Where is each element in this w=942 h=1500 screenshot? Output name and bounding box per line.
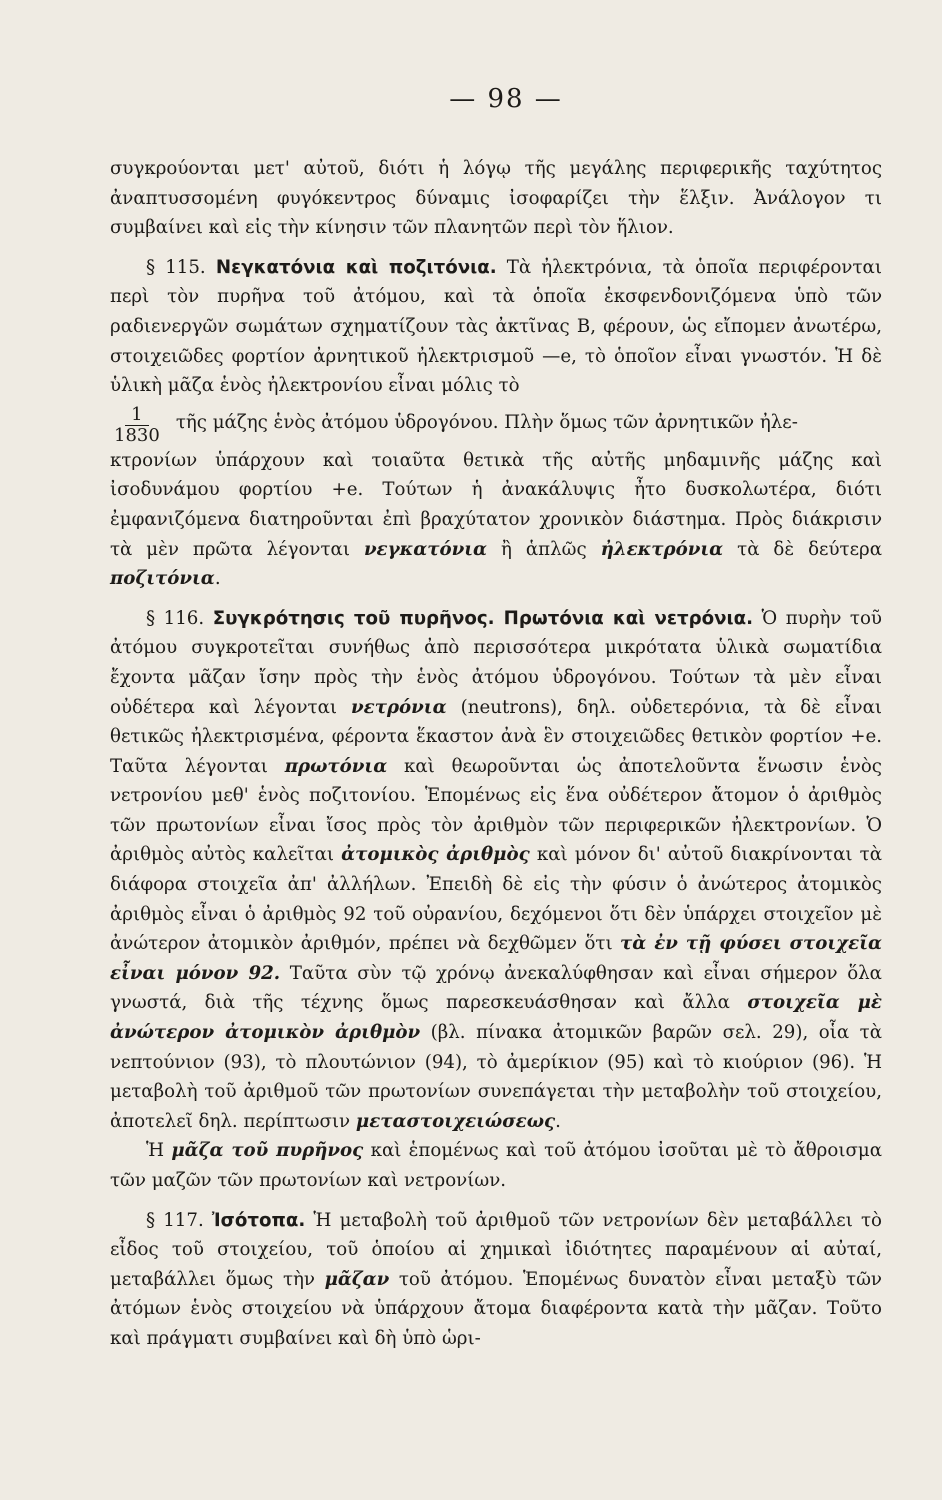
term-netronia: νετρόνια <box>351 696 447 718</box>
section-116-text-a: Ὁ πυρὴν τοῦ ἀτόμου συγκροτεῖται συνήθως ἀπὸ περισσότερα μικρότατα ὑλικὰ σωματίδια ἔχοντα μᾶζαν ἴσην πρὸς τὴν ἑνὸς ἀτόμου ὑδρογόνου. Τούτων τὰ μὲν εἶναι οὐδέτερα καὶ λέγονται <box>110 607 882 718</box>
fraction <box>110 405 164 446</box>
term-negatonia: νεγκατόνια <box>363 538 488 560</box>
section-116-text-h: καὶ ἑπομένως καὶ τοῦ ἀτόμου ἰσοῦται μὲ τὸ ἄθροισμα τῶν μαζῶν τῶν πρωτονίων καὶ νετρονίων. <box>110 1140 882 1191</box>
section-115-text-e: τὰ δὲ δεύτερα <box>737 538 882 560</box>
section-117-text-b: τοῦ ἀτόμου. Ἑπομένως δυνατὸν εἶναι μεταξὺ τῶν ἀτόμων ἑνὸς στοιχείου νὰ ὑπάρχουν ἄτομα διαφέροντα κατὰ τὴν μᾶζαν. Τοῦτο καὶ πράγματι συμβαίνει καὶ δὴ ὑπὸ ὡρι- <box>110 1268 882 1349</box>
section-115-number: § 115. <box>146 256 206 278</box>
term-electronia: ἠλεκτρόνια <box>600 538 724 560</box>
term-92-elements: τὰ ἐν τῇ φύσει στοιχεῖα εἶναι μόνον 92. <box>110 933 882 984</box>
page-number: — 98 — <box>449 84 563 114</box>
section-115 <box>110 253 882 401</box>
term-higher-atomic-number: στοιχεῖα μὲ ἀνώτερον ἀτομικὸν ἀριθμὸν <box>110 992 882 1044</box>
section-117 <box>110 1206 882 1354</box>
fraction-denominator: 1830 <box>114 424 160 446</box>
section-116-text-c: καὶ θεωροῦνται ὡς ἀποτελοῦντα ἕνωσιν ἑνὸς νετρονίου μεθ' ἑνὸς ποζιτονίου. Ἑπομένως εἰς ἕνα οὐδέτερον ἄτομον ὁ ἀριθμὸς τῶν πρωτονίων εἶναι ἴσος πρὸς τὸν ἀριθμὸν τῶν περιφερικῶν ἠλεκτρονίων. Ὁ ἀριθμὸς αὐτὸς καλεῖται <box>110 755 882 866</box>
section-116 <box>110 604 882 1137</box>
fraction-numerator: 1 <box>125 405 148 426</box>
section-115-title: Νεγκατόνια καὶ ποζιτόνια. <box>215 256 497 278</box>
section-115-text-c: κτρονίων ὑπάρχουν καὶ τοιαῦτα θετικὰ τῆς αὐτῆς μηδαμινῆς μάζης καὶ ἰσοδυνάμου φορτίου +e. Τούτων ἡ ἀνακάλυψις ἦτο δυσκολωτέρα, διότι ἐμφανιζόμενα διατηροῦνται ἐπὶ βραχύτατον χρονικὸν διάστημα. Πρὸς διάκρισιν τὰ μὲν πρῶτα λέγονται <box>110 449 882 560</box>
section-117-number: § 117. <box>146 1209 204 1231</box>
term-atomic-number: ἀτομικὸς ἀριθμὸς <box>341 844 530 866</box>
term-protonia: πρωτόνια <box>284 755 388 777</box>
section-115-cont <box>110 446 882 594</box>
section-116-text-b: (neutrons), δηλ. οὐδετερόνια, τὰ δὲ εἶναι θετικῶς ἠλεκτρισμένα, φέροντα ἕκαστον ἀνὰ ἓν στοιχειῶδες θετικὸν φορτίον +e. Ταῦτα λέγονται <box>110 696 882 777</box>
term-mass: μᾶζαν <box>324 1268 390 1290</box>
section-116-text-e: Ταῦτα σὺν τῷ χρόνῳ ἀνεκαλύφθησαν καὶ εἶναι σήμερον ὅλα γνωστά, διὰ τῆς τέχνης ὅμως παρεσκευάσθησαν καὶ ἄλλα <box>110 962 882 1014</box>
term-pozitonia: ποζιτόνια <box>110 568 215 590</box>
section-116-text-g: . <box>555 1110 561 1132</box>
section-116-number: § 116. <box>146 607 205 629</box>
term-transmutation: μεταστοιχειώσεως <box>355 1110 556 1132</box>
section-116-text-h-pre: Ἡ <box>146 1140 165 1162</box>
section-116-text-d: καὶ μόνον δι' αὐτοῦ διακρίνονται τὰ διάφορα στοιχεῖα ἀπ' ἀλλήλων. Ἐπειδὴ δὲ εἰς τὴν φύσιν ὁ ἀνώτερος ἀτομικὸς ἀριθμὸς εἶναι ὁ ἀριθμὸς 92 τοῦ οὐρανίου, δεχόμενοι ὅτι δὲν ὑπάρχει στοιχεῖον μὲ ἀνώτερον ἀτομικὸν ἀριθμόν, πρέπει νὰ δεχθῶμεν ὅτι <box>110 844 882 955</box>
fraction-line <box>110 401 882 446</box>
term-nucleus-mass: μᾶζα τοῦ πυρῆνος <box>171 1140 364 1162</box>
section-116-title: Συγκρότησις τοῦ πυρῆνος. Πρωτόνια καὶ νετρόνια. <box>212 607 753 629</box>
section-115-text-a: Τὰ ἠλεκτρόνια, τὰ ὁποῖα περιφέρονται περὶ τὸν πυρῆνα τοῦ ἀτόμου, καὶ τὰ ὁποῖα ἐκσφενδονιζόμενα ὑπὸ τῶν ραδιενεργῶν σωμάτων σχηματίζουν τὰς ἀκτῖνας Β, φέρουν, ὡς εἴπομεν ἀνωτέρω, στοιχειῶδες φορτίον ἀρνητικοῦ ἠλεκτρισμοῦ —e, τὸ ὁποῖον εἶναι γνωστόν. Ἡ δὲ ὑλικὴ μᾶζα ἑνὸς ἠλεκτρονίου εἶναι μόλις τὸ <box>110 256 882 397</box>
section-117-text-a: Ἡ μεταβολὴ τοῦ ἀριθμοῦ τῶν νετρονίων δὲν μεταβάλλει τὸ εἶδος τοῦ στοιχείου, τοῦ ὁποίου αἱ χημικαὶ ἰδιότητες παραμένουν αἱ αὐταί, μεταβάλλει ὅμως τὴν <box>110 1209 882 1290</box>
paragraph-continuation: συγκρούονται μετ' αὐτοῦ, διότι ἡ λόγῳ τῆς μεγάλης περιφερικῆς ταχύτητος ἀναπτυσσομένη φυγόκεντρος δύναμις ἰσοφαρίζει τὴν ἕλξιν. Ἀνάλογον τι συμβαίνει καὶ εἰς τὴν κίνησιν τῶν πλανητῶν περὶ τὸν ἥλιον. <box>110 158 882 239</box>
page-body <box>110 154 882 1354</box>
section-115-text-f: . <box>214 568 221 590</box>
section-115-text-d: ἢ ἁπλῶς <box>501 538 587 560</box>
section-116-text-f: (βλ. πίνακα ἀτομικῶν βαρῶν σελ. 29), οἷα τὰ νεπτούνιον (93), τὸ πλουτώνιον (94), τὸ ἀμερίκιον (95) καὶ τὸ κιούριον (96). Ἡ μεταβολὴ τοῦ ἀριθμοῦ τῶν πρωτονίων συνεπάγεται τὴν μεταβολὴν τοῦ στοιχείου, ἀποτελεῖ δηλ. περίπτωσιν <box>110 1022 882 1132</box>
section-116-mass <box>110 1136 882 1195</box>
section-115-text-b: τῆς μάζης ἑνὸς ἀτόμου ὑδρογόνου. Πλὴν ὅμως τῶν ἀρνητικῶν ἠλε- <box>175 412 798 434</box>
section-117-title: Ἰσότοπα. <box>211 1209 306 1231</box>
